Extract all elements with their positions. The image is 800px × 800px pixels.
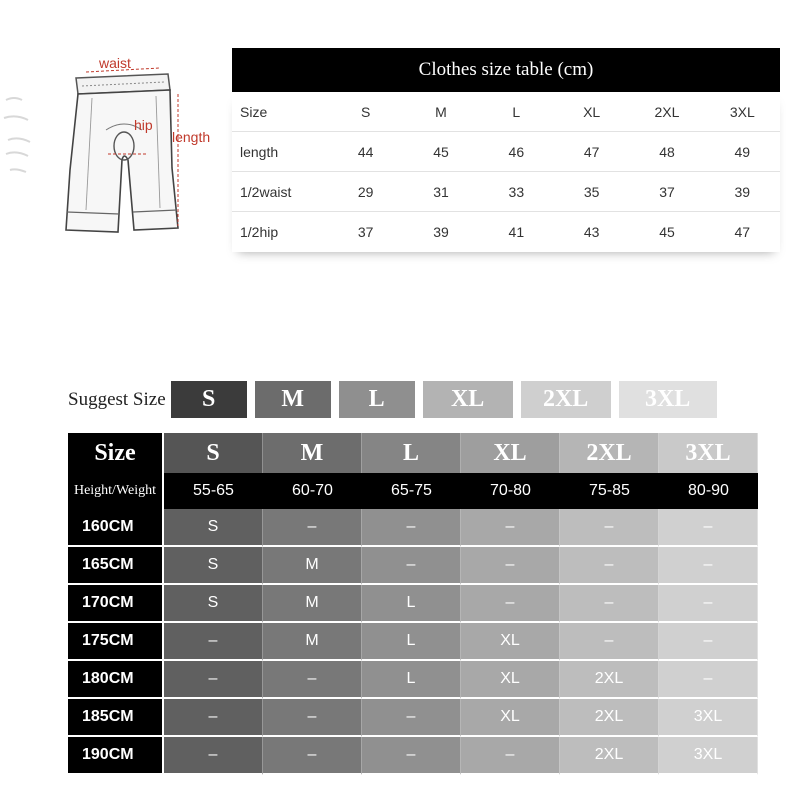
grid-cell: S — [164, 509, 263, 547]
header-size: L — [512, 103, 521, 120]
cell: 33 — [508, 183, 525, 200]
grid-cell: – — [362, 699, 461, 737]
grid-cell: – — [263, 699, 362, 737]
size-recommendation-grid — [68, 433, 758, 775]
grid-cell: S — [164, 585, 263, 623]
grid-row — [68, 547, 758, 585]
grid-cell: – — [164, 699, 263, 737]
grid-height-label: 165CM — [68, 547, 164, 585]
grid-row — [68, 699, 758, 737]
waist-label: waist — [99, 55, 131, 71]
grid-cell: – — [263, 737, 362, 775]
header-size: M — [435, 103, 447, 120]
grid-weight-range: 65-75 — [362, 473, 461, 509]
grid-height-label: 190CM — [68, 737, 164, 775]
cell: 47 — [583, 143, 600, 160]
suggest-size-row — [68, 381, 725, 418]
shorts-diagram — [0, 30, 230, 245]
cell: 43 — [583, 224, 600, 240]
cell: 44 — [357, 143, 374, 160]
grid-cell: XL — [461, 623, 560, 661]
grid-col-header: 3XL — [659, 433, 758, 473]
cell: 29 — [357, 183, 374, 200]
grid-height-label: 160CM — [68, 509, 164, 547]
cell: 37 — [357, 224, 374, 240]
cell: 37 — [659, 183, 675, 200]
grid-cell: – — [362, 547, 461, 585]
grid-cell: S — [164, 547, 263, 585]
grid-cell: – — [659, 509, 758, 547]
grid-cell: – — [560, 585, 659, 623]
cell: 47 — [734, 224, 751, 240]
header-size: 3XL — [729, 103, 755, 120]
grid-cell: – — [659, 585, 758, 623]
grid-size-header-row — [68, 433, 758, 473]
grid-weight-range: 80-90 — [659, 473, 758, 509]
grid-weight-range: 55-65 — [164, 473, 263, 509]
length-label: length — [172, 129, 211, 145]
table-row — [232, 132, 780, 172]
grid-col-header: 2XL — [560, 433, 659, 473]
grid-row — [68, 661, 758, 699]
grid-cell: 2XL — [560, 737, 659, 775]
grid-height-label: 180CM — [68, 661, 164, 699]
grid-cell: – — [560, 623, 659, 661]
grid-cell: – — [560, 509, 659, 547]
grid-cell: L — [362, 585, 461, 623]
suggest-size-m: M — [255, 381, 331, 418]
grid-row — [68, 737, 758, 775]
grid-row — [68, 509, 758, 547]
suggest-size-3xl: 3XL — [619, 381, 717, 418]
grid-cell: XL — [461, 699, 560, 737]
grid-cell: – — [560, 547, 659, 585]
cell: 39 — [433, 224, 449, 240]
grid-col-header: XL — [461, 433, 560, 473]
table-body — [232, 92, 780, 252]
row-label: 1/2waist — [240, 183, 292, 200]
grid-cell: – — [164, 661, 263, 699]
table-row — [232, 212, 780, 252]
grid-weight-range: 60-70 — [263, 473, 362, 509]
hip-label: hip — [134, 117, 153, 133]
grid-hw-label: Height/Weight — [68, 473, 164, 509]
grid-cell: – — [164, 623, 263, 661]
grid-cell: M — [263, 547, 362, 585]
grid-col-header: S — [164, 433, 263, 473]
grid-cell: 3XL — [659, 699, 758, 737]
grid-cell: – — [362, 737, 461, 775]
grid-size-label: Size — [68, 433, 164, 473]
row-label: length — [240, 143, 279, 160]
grid-cell: – — [659, 623, 758, 661]
grid-cell: – — [362, 509, 461, 547]
grid-row — [68, 585, 758, 623]
grid-cell: L — [362, 623, 461, 661]
clothes-size-table — [232, 48, 780, 252]
cell: 35 — [583, 183, 600, 200]
grid-cell: 3XL — [659, 737, 758, 775]
row-label: 1/2hip — [240, 224, 279, 240]
suggest-size-l: L — [339, 381, 415, 418]
table-title: Clothes size table (cm) — [232, 48, 780, 92]
grid-cell: – — [461, 509, 560, 547]
header-label: Size — [240, 103, 268, 120]
cell: 46 — [508, 143, 525, 160]
cell: 45 — [433, 143, 449, 160]
grid-row — [68, 623, 758, 661]
suggest-size-label: Suggest Size — [68, 388, 166, 410]
grid-cell: – — [263, 661, 362, 699]
grid-cell: – — [461, 585, 560, 623]
grid-cell: – — [263, 509, 362, 547]
shorts-illustration — [0, 30, 230, 245]
grid-col-header: L — [362, 433, 461, 473]
cell: 45 — [659, 224, 675, 240]
grid-cell: 2XL — [560, 661, 659, 699]
grid-cell: – — [659, 661, 758, 699]
suggest-size-s: S — [171, 381, 247, 418]
grid-cell: XL — [461, 661, 560, 699]
grid-height-label: 185CM — [68, 699, 164, 737]
grid-col-header: M — [263, 433, 362, 473]
suggest-size-xl: XL — [423, 381, 513, 418]
cell: 48 — [659, 143, 675, 160]
cell: 31 — [433, 183, 449, 200]
grid-weight-row — [68, 473, 758, 509]
cell: 49 — [734, 143, 751, 160]
grid-cell: – — [659, 547, 758, 585]
grid-weight-range: 70-80 — [461, 473, 560, 509]
table-header-row — [232, 92, 780, 132]
grid-cell: – — [164, 737, 263, 775]
grid-cell: – — [461, 547, 560, 585]
grid-cell: M — [263, 623, 362, 661]
grid-weight-range: 75-85 — [560, 473, 659, 509]
grid-cell: 2XL — [560, 699, 659, 737]
grid-cell: L — [362, 661, 461, 699]
suggest-size-2xl: 2XL — [521, 381, 611, 418]
header-size: 2XL — [654, 103, 680, 120]
header-size: XL — [583, 103, 601, 120]
grid-height-label: 170CM — [68, 585, 164, 623]
cell: 41 — [508, 224, 525, 240]
grid-cell: M — [263, 585, 362, 623]
cell: 39 — [734, 183, 751, 200]
grid-cell: – — [461, 737, 560, 775]
table-row — [232, 172, 780, 212]
header-size: S — [360, 103, 371, 120]
grid-height-label: 175CM — [68, 623, 164, 661]
